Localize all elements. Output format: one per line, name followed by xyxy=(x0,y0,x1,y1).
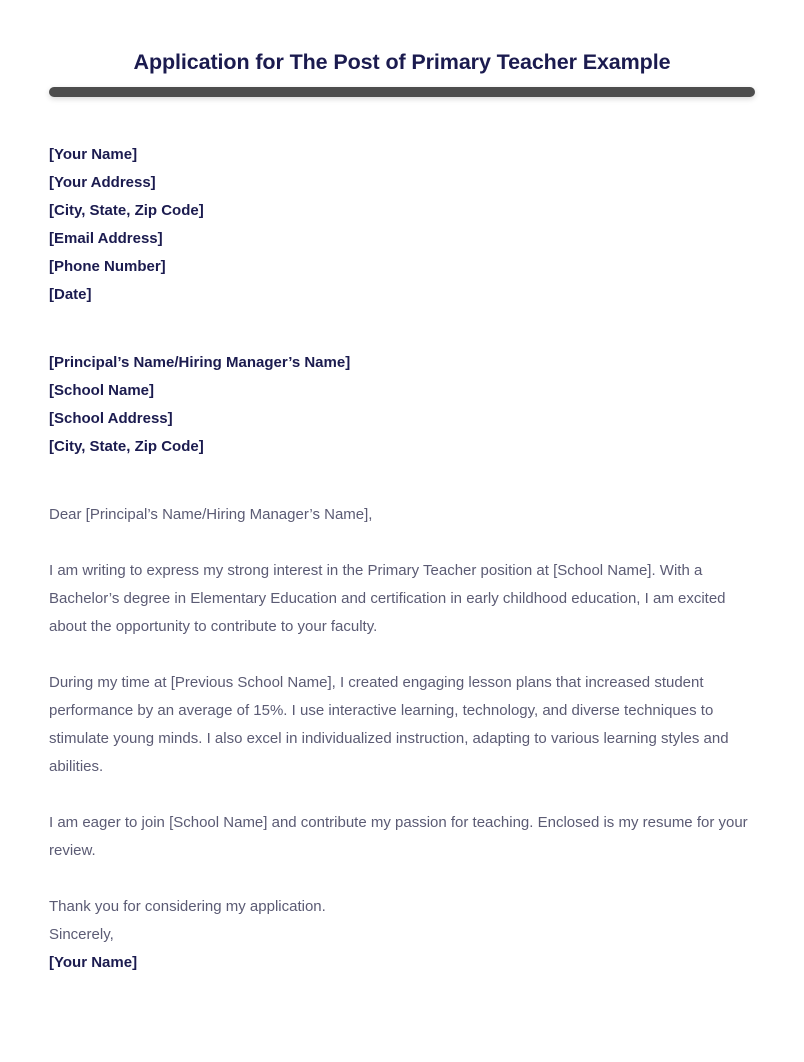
sender-line: [Email Address] xyxy=(49,230,163,247)
spacer xyxy=(49,529,755,557)
recipient-line: [School Name] xyxy=(49,382,155,399)
letter-body xyxy=(49,141,755,977)
spacer xyxy=(49,865,755,893)
sender-line: [Your Name] xyxy=(49,146,138,163)
recipient-address-block xyxy=(49,349,755,461)
sender-line: [Phone Number] xyxy=(49,258,166,275)
recipient-line: [School Address] xyxy=(49,410,173,427)
spacer xyxy=(49,309,755,349)
recipient-line: [City, State, Zip Code] xyxy=(49,438,204,455)
spacer xyxy=(49,461,755,501)
sender-address-block xyxy=(49,141,755,309)
closing-thanks: Thank you for considering my application. xyxy=(49,898,326,915)
body-paragraph: I am writing to express my strong interest in the Primary Teacher position at [School Name]. With a Bachelor’s degree in Elementary Education and certification in early childhood education, I am excited about the opportunity to contribute to your faculty. xyxy=(49,562,726,635)
sender-line: [City, State, Zip Code] xyxy=(49,202,204,219)
sender-line: [Your Address] xyxy=(49,174,156,191)
spacer xyxy=(49,641,755,669)
recipient-line: [Principal’s Name/Hiring Manager’s Name] xyxy=(49,354,351,371)
signature-name: [Your Name] xyxy=(49,954,138,971)
salutation: Dear [Principal’s Name/Hiring Manager’s Name], xyxy=(49,506,373,523)
spacer xyxy=(49,781,755,809)
sender-line: [Date] xyxy=(49,286,92,303)
body-paragraph: During my time at [Previous School Name], I created engaging lesson plans that increased student performance by an average of 15%. I use interactive learning, technology, and diverse techniques to stimulate young minds. I also excel in individualized instruction, adapting to various learning styles and abilities. xyxy=(49,674,729,775)
title-divider-bar xyxy=(49,87,755,97)
closing-signoff: Sincerely, xyxy=(49,926,114,943)
page-title: Application for The Post of Primary Teacher Example xyxy=(133,50,671,75)
body-paragraph: I am eager to join [School Name] and contribute my passion for teaching. Enclosed is my resume for your review. xyxy=(49,814,748,859)
